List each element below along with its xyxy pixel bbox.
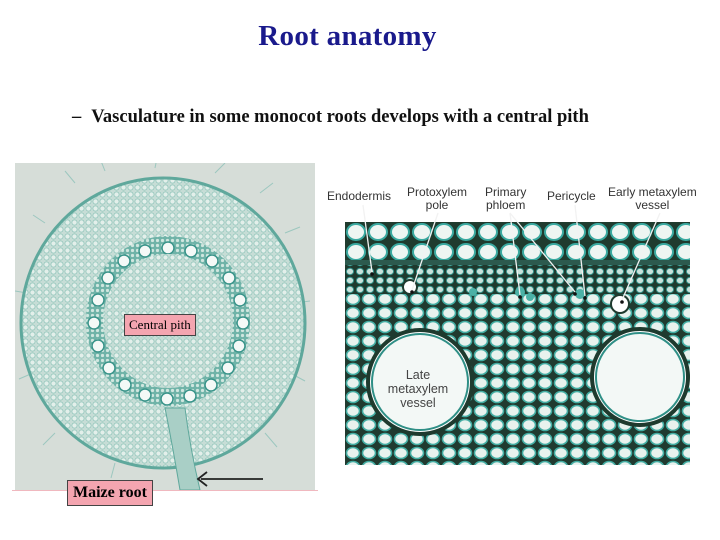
early-metaxylem-label (608, 186, 697, 212)
central-pith-label: Central pith (124, 314, 196, 336)
phloem-line2: phloem (485, 198, 526, 212)
late-line3: vessel (400, 396, 436, 410)
bullet-point (72, 107, 589, 128)
late-line1: Late (405, 368, 431, 382)
divider-line (12, 490, 318, 491)
protoxylem-line1: Protoxylem (407, 185, 468, 199)
phloem-line1: Primary (485, 185, 527, 199)
late-metaxylem-label (373, 368, 463, 410)
bullet-text: Vasculature in some monocot roots develops with a central pith (91, 107, 589, 127)
metaxylem-line1: Early metaxylem (608, 185, 697, 199)
protoxylem-pole-label (407, 186, 467, 212)
stele-detail-drawing (345, 222, 690, 465)
bullet-dash: – (72, 107, 82, 127)
late-line2: metaxylem (387, 382, 449, 396)
maize-root-label: Maize root (67, 480, 153, 506)
arrow-left-icon (195, 470, 265, 490)
primary-phloem-label (485, 186, 526, 212)
pericycle-label: Pericycle (547, 189, 596, 203)
metaxylem-line2: vessel (635, 198, 670, 212)
endodermis-label: Endodermis (327, 189, 392, 203)
protoxylem-line2: pole (425, 198, 449, 212)
slide-title: Root anatomy (258, 20, 437, 52)
stele-detail-image (345, 222, 690, 465)
